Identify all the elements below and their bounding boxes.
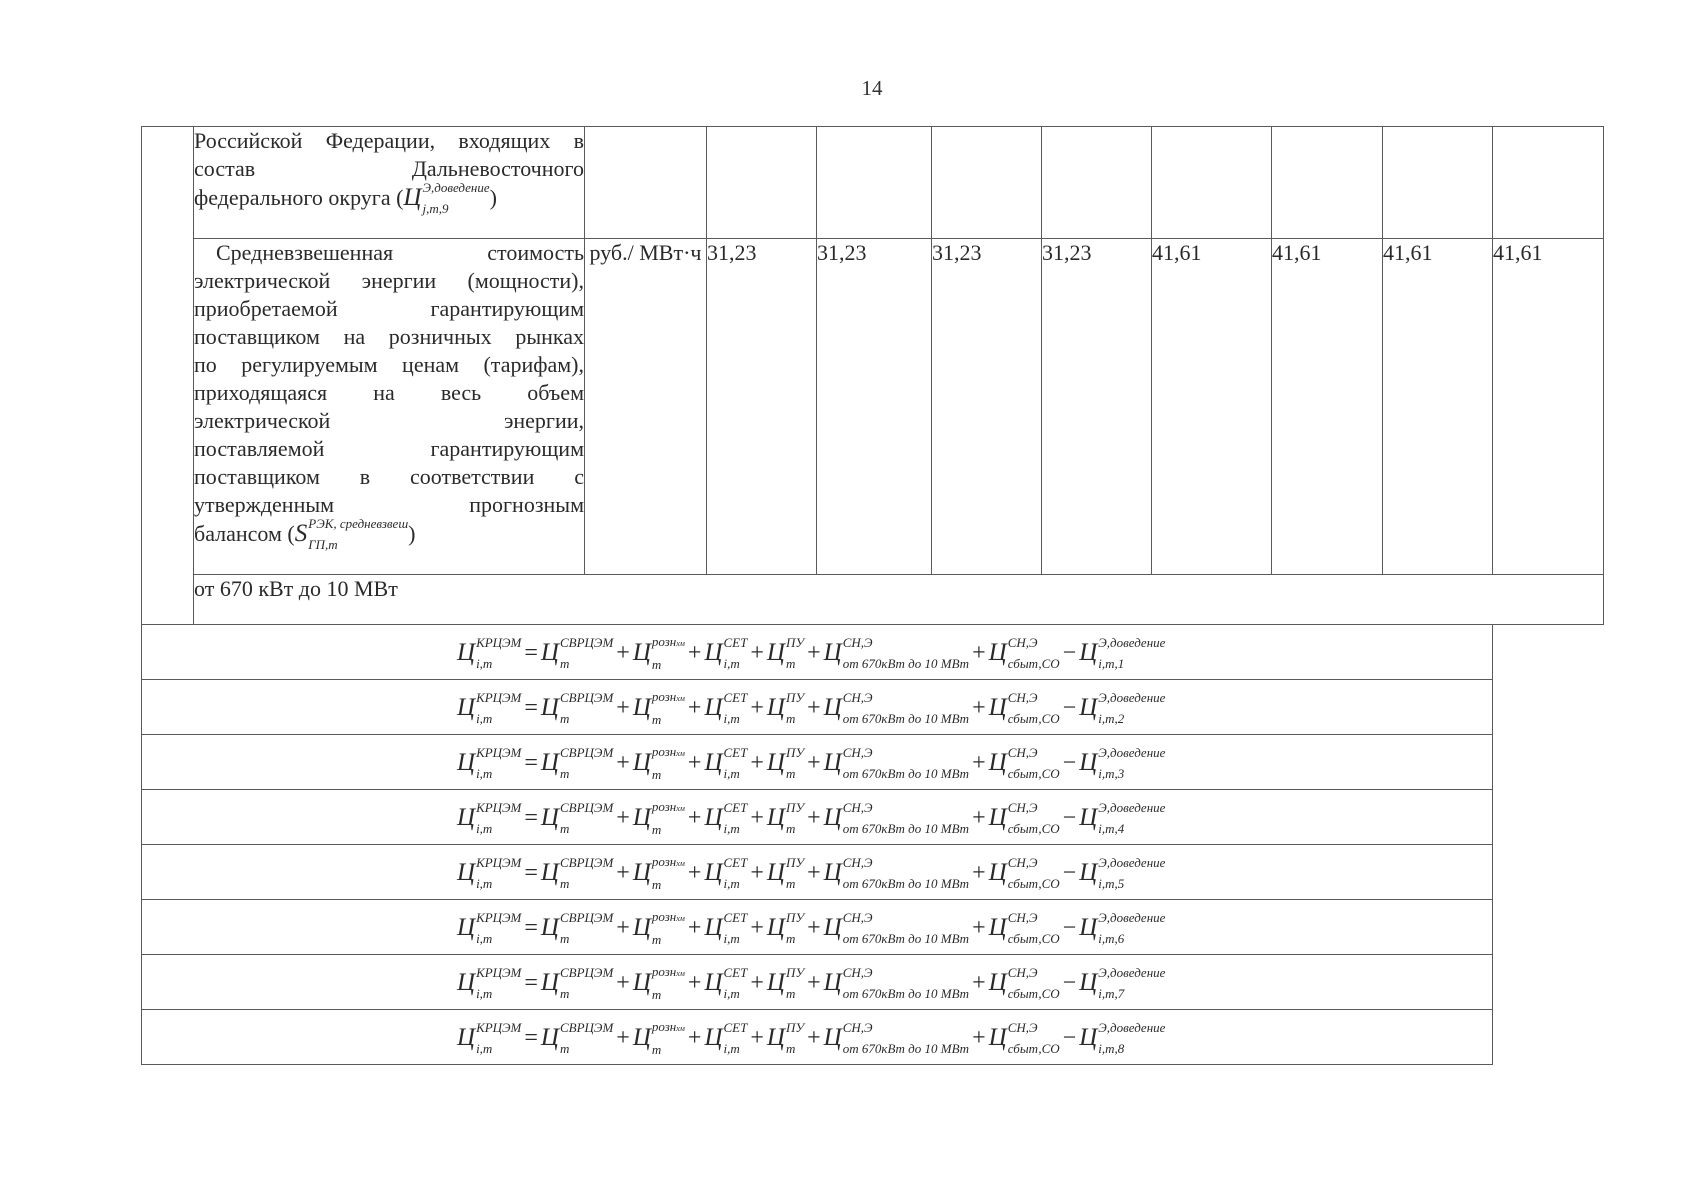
formula-term: Ц рознхм m bbox=[632, 854, 685, 892]
formula-term: Ц СЕТ i,m bbox=[704, 800, 748, 836]
minus-sign: − bbox=[1062, 640, 1077, 666]
formula-term: Ц СН,Э сбыт,СО bbox=[988, 635, 1060, 671]
formula-row bbox=[142, 790, 1604, 845]
description-line: состав Дальневосточного bbox=[194, 156, 584, 181]
equals-sign: = bbox=[524, 750, 538, 776]
formula-term: Ц СН,Э сбыт,СО bbox=[988, 800, 1060, 836]
formula-term: Ц СВРЦЭМ m bbox=[540, 800, 614, 836]
formula-term: Ц СН,Э сбыт,СО bbox=[988, 855, 1060, 891]
formula-row-index: i,m,3 bbox=[1098, 766, 1125, 781]
formula-row bbox=[142, 680, 1604, 735]
description-line: Средневзвешенная стоимость bbox=[216, 240, 584, 265]
formula-term: Ц ПУ m bbox=[766, 910, 805, 946]
value-cell bbox=[1042, 127, 1152, 239]
plus-sign: + bbox=[616, 915, 630, 941]
plus-sign: + bbox=[972, 1025, 986, 1051]
description-line: балансом ( S РЭК, средневзвеш ГП,m ) bbox=[194, 516, 416, 552]
formula-row-index: i,m,8 bbox=[1098, 1041, 1125, 1056]
plus-sign: + bbox=[616, 970, 630, 996]
formula-term: Ц ПУ m bbox=[766, 690, 805, 726]
formula-cell bbox=[142, 955, 1493, 1010]
plus-sign: + bbox=[807, 860, 821, 886]
equals-sign: = bbox=[524, 915, 538, 941]
description-line: Российской Федерации, входящих в bbox=[194, 128, 584, 153]
plus-sign: + bbox=[750, 1025, 764, 1051]
formula-term: Ц ПУ m bbox=[766, 965, 805, 1001]
formula-cell bbox=[142, 845, 1493, 900]
value-cell: 31,23 bbox=[1042, 239, 1152, 575]
plus-sign: + bbox=[750, 970, 764, 996]
formula-term: Ц Э,доведение i,m,4 bbox=[1079, 800, 1166, 836]
formula-row bbox=[142, 1010, 1604, 1065]
plus-sign: + bbox=[972, 860, 986, 886]
plus-sign: + bbox=[616, 695, 630, 721]
plus-sign: + bbox=[972, 805, 986, 831]
description-line: по регулируемым ценам (тарифам), bbox=[194, 352, 584, 377]
formula-term: Ц ПУ m bbox=[766, 855, 805, 891]
weighted-cost-description bbox=[194, 239, 585, 575]
formula-term: Ц СЕТ i,m bbox=[704, 635, 748, 671]
formula-term: Ц СВРЦЭМ m bbox=[540, 690, 614, 726]
plus-sign: + bbox=[750, 695, 764, 721]
minus-sign: − bbox=[1062, 860, 1077, 886]
continued-row bbox=[142, 127, 1604, 239]
formula-term: Ц Э,доведение i,m,5 bbox=[1079, 855, 1166, 891]
description-line: поставщиком в соответствии с bbox=[194, 464, 584, 489]
minus-sign: − bbox=[1062, 805, 1077, 831]
balance-symbol: S РЭК, средневзвеш ГП,m bbox=[294, 516, 409, 552]
equals-sign: = bbox=[524, 695, 538, 721]
minus-sign: − bbox=[1062, 750, 1077, 776]
index-column-cell bbox=[142, 127, 194, 625]
plus-sign: + bbox=[750, 640, 764, 666]
formula-term: Ц СЕТ i,m bbox=[704, 690, 748, 726]
price-formula bbox=[457, 1016, 1165, 1060]
unit-cell: руб./ МВт·ч bbox=[585, 239, 707, 575]
formula-term: Ц СН,Э сбыт,СО bbox=[988, 910, 1060, 946]
formula-term: Ц СВРЦЭМ m bbox=[540, 855, 614, 891]
formula-term: Ц СВРЦЭМ m bbox=[540, 635, 614, 671]
plus-sign: + bbox=[616, 805, 630, 831]
formula-term: Ц рознхм m bbox=[632, 744, 685, 782]
value-cell: 41,61 bbox=[1272, 239, 1383, 575]
plus-sign: + bbox=[807, 805, 821, 831]
formula-term: Ц СН,Э от 670кВт до 10 МВт bbox=[823, 800, 970, 836]
description-line: утвержденным прогнозным bbox=[194, 492, 584, 517]
formula-term: Ц СЕТ i,m bbox=[704, 1020, 748, 1056]
formula-term: Ц СЕТ i,m bbox=[704, 745, 748, 781]
plus-sign: + bbox=[750, 915, 764, 941]
formula-term: Ц СН,Э от 670кВт до 10 МВт bbox=[823, 745, 970, 781]
value-cell: 31,23 bbox=[707, 239, 817, 575]
formula-term: Ц СЕТ i,m bbox=[704, 855, 748, 891]
plus-sign: + bbox=[807, 695, 821, 721]
value-cell: 41,61 bbox=[1383, 239, 1493, 575]
tariff-table bbox=[141, 126, 1604, 1065]
description-line: поставляемой гарантирующим bbox=[194, 436, 584, 461]
plus-sign: + bbox=[807, 640, 821, 666]
formula-term: Ц ПУ m bbox=[766, 635, 805, 671]
plus-sign: + bbox=[616, 750, 630, 776]
formula-cell bbox=[142, 900, 1493, 955]
weighted-cost-row bbox=[142, 239, 1604, 575]
minus-sign: − bbox=[1062, 915, 1077, 941]
value-cell: 41,61 bbox=[1493, 239, 1604, 575]
plus-sign: + bbox=[807, 970, 821, 996]
formula-term: Ц КРЦЭМ i,m bbox=[457, 1020, 522, 1056]
formula-term: Ц СВРЦЭМ m bbox=[540, 965, 614, 1001]
formula-term: Ц СВРЦЭМ m bbox=[540, 910, 614, 946]
formula-term: Ц СН,Э от 670кВт до 10 МВт bbox=[823, 910, 970, 946]
value-cell bbox=[1152, 127, 1272, 239]
plus-sign: + bbox=[687, 750, 702, 776]
formula-cell bbox=[142, 1010, 1493, 1065]
formula-term: Ц ПУ m bbox=[766, 745, 805, 781]
plus-sign: + bbox=[807, 750, 821, 776]
formula-row-index: i,m,4 bbox=[1098, 821, 1125, 836]
formula-term: Ц СН,Э сбыт,СО bbox=[988, 690, 1060, 726]
value-cell bbox=[817, 127, 932, 239]
value-cell bbox=[707, 127, 817, 239]
formula-term: Ц рознхм m bbox=[632, 964, 685, 1002]
price-formula bbox=[457, 796, 1165, 840]
formula-term: Ц КРЦЭМ i,m bbox=[457, 965, 522, 1001]
description-line: приобретаемой гарантирующим bbox=[194, 296, 584, 321]
plus-sign: + bbox=[972, 970, 986, 996]
minus-sign: − bbox=[1062, 1025, 1077, 1051]
plus-sign: + bbox=[687, 640, 702, 666]
price-formula bbox=[457, 686, 1165, 730]
formula-row bbox=[142, 625, 1604, 680]
formula-row-index: i,m,1 bbox=[1098, 656, 1125, 671]
formula-row-index: i,m,5 bbox=[1098, 876, 1125, 891]
formula-term: Ц КРЦЭМ i,m bbox=[457, 800, 522, 836]
formula-term: Ц СН,Э сбыт,СО bbox=[988, 745, 1060, 781]
formula-term: Ц Э,доведение i,m,8 bbox=[1079, 1020, 1166, 1056]
plus-sign: + bbox=[687, 805, 702, 831]
equals-sign: = bbox=[524, 860, 538, 886]
plus-sign: + bbox=[750, 805, 764, 831]
plus-sign: + bbox=[972, 915, 986, 941]
formula-term: Ц рознхм m bbox=[632, 689, 685, 727]
formula-cell bbox=[142, 735, 1493, 790]
formula-row bbox=[142, 735, 1604, 790]
formula-term: Ц СН,Э от 670кВт до 10 МВт bbox=[823, 965, 970, 1001]
section-row bbox=[142, 575, 1604, 625]
value-cell: 31,23 bbox=[817, 239, 932, 575]
formula-term: Ц СН,Э сбыт,СО bbox=[988, 1020, 1060, 1056]
value-cell bbox=[1383, 127, 1493, 239]
formula-term: Ц ПУ m bbox=[766, 1020, 805, 1056]
value-cell bbox=[1493, 127, 1604, 239]
formula-term: Ц СЕТ i,m bbox=[704, 965, 748, 1001]
plus-sign: + bbox=[616, 1025, 630, 1051]
plus-sign: + bbox=[687, 915, 702, 941]
formula-term: Ц КРЦЭМ i,m bbox=[457, 635, 522, 671]
value-cell: 31,23 bbox=[932, 239, 1042, 575]
plus-sign: + bbox=[616, 640, 630, 666]
formula-term: Ц Э,доведение i,m,7 bbox=[1079, 965, 1166, 1001]
formula-term: Ц КРЦЭМ i,m bbox=[457, 690, 522, 726]
formula-row bbox=[142, 845, 1604, 900]
plus-sign: + bbox=[807, 1025, 821, 1051]
formula-term: Ц Э,доведение i,m,6 bbox=[1079, 910, 1166, 946]
formula-term: Ц СВРЦЭМ m bbox=[540, 1020, 614, 1056]
formula-term: Ц ПУ m bbox=[766, 800, 805, 836]
value-cell: 41,61 bbox=[1152, 239, 1272, 575]
plus-sign: + bbox=[616, 860, 630, 886]
plus-sign: + bbox=[687, 695, 702, 721]
plus-sign: + bbox=[750, 750, 764, 776]
price-formula bbox=[457, 741, 1165, 785]
formula-cell bbox=[142, 680, 1493, 735]
section-label: от 670 кВт до 10 МВт bbox=[194, 575, 1604, 625]
equals-sign: = bbox=[524, 640, 538, 666]
description-line: приходящаяся на весь объем bbox=[194, 380, 584, 405]
formula-row bbox=[142, 900, 1604, 955]
price-formula bbox=[457, 906, 1165, 950]
description-line: федерального округа ( Ц Э,доведение j,m,9 ) bbox=[194, 180, 497, 216]
price-formula bbox=[457, 631, 1165, 675]
value-cell bbox=[1272, 127, 1383, 239]
formula-term: Ц Э,доведение i,m,3 bbox=[1079, 745, 1166, 781]
equals-sign: = bbox=[524, 970, 538, 996]
page-number: 14 bbox=[861, 76, 883, 100]
formula-term: Ц Э,доведение i,m,2 bbox=[1079, 690, 1166, 726]
description-line: электрической энергии, bbox=[194, 408, 584, 433]
plus-sign: + bbox=[687, 1025, 702, 1051]
formula-row-index: i,m,7 bbox=[1098, 986, 1125, 1001]
formula-cell bbox=[142, 625, 1493, 680]
price-formula bbox=[457, 961, 1165, 1005]
formula-term: Ц СВРЦЭМ m bbox=[540, 745, 614, 781]
price-symbol: Ц Э,доведение j,m,9 bbox=[403, 180, 490, 216]
formula-term: Ц рознхм m bbox=[632, 799, 685, 837]
formula-term: Ц СН,Э от 670кВт до 10 МВт bbox=[823, 690, 970, 726]
plus-sign: + bbox=[972, 640, 986, 666]
formula-term: Ц КРЦЭМ i,m bbox=[457, 910, 522, 946]
equals-sign: = bbox=[524, 1025, 538, 1051]
plus-sign: + bbox=[687, 860, 702, 886]
formula-term: Ц Э,доведение i,m,1 bbox=[1079, 635, 1166, 671]
formula-row bbox=[142, 955, 1604, 1010]
formula-term: Ц СН,Э от 670кВт до 10 МВт bbox=[823, 1020, 970, 1056]
description-line: электрической энергии (мощности), bbox=[194, 268, 584, 293]
formula-term: Ц СН,Э сбыт,СО bbox=[988, 965, 1060, 1001]
formula-term: Ц СН,Э от 670кВт до 10 МВт bbox=[823, 855, 970, 891]
plus-sign: + bbox=[972, 695, 986, 721]
formula-term: Ц КРЦЭМ i,m bbox=[457, 855, 522, 891]
value-cell bbox=[932, 127, 1042, 239]
formula-cell bbox=[142, 790, 1493, 845]
minus-sign: − bbox=[1062, 695, 1077, 721]
unit-cell bbox=[585, 127, 707, 239]
equals-sign: = bbox=[524, 805, 538, 831]
description-line: поставщиком на розничных рынках bbox=[194, 324, 584, 349]
plus-sign: + bbox=[807, 915, 821, 941]
formula-term: Ц СН,Э от 670кВт до 10 МВт bbox=[823, 635, 970, 671]
plus-sign: + bbox=[972, 750, 986, 776]
formula-row-index: i,m,2 bbox=[1098, 711, 1125, 726]
continued-description bbox=[194, 127, 585, 239]
formula-term: Ц КРЦЭМ i,m bbox=[457, 745, 522, 781]
minus-sign: − bbox=[1062, 970, 1077, 996]
formula-term: Ц рознхм m bbox=[632, 634, 685, 672]
price-formula bbox=[457, 851, 1165, 895]
plus-sign: + bbox=[687, 970, 702, 996]
formula-term: Ц рознхм m bbox=[632, 909, 685, 947]
plus-sign: + bbox=[750, 860, 764, 886]
formula-term: Ц СЕТ i,m bbox=[704, 910, 748, 946]
formula-term: Ц рознхм m bbox=[632, 1019, 685, 1057]
formula-row-index: i,m,6 bbox=[1098, 931, 1125, 946]
